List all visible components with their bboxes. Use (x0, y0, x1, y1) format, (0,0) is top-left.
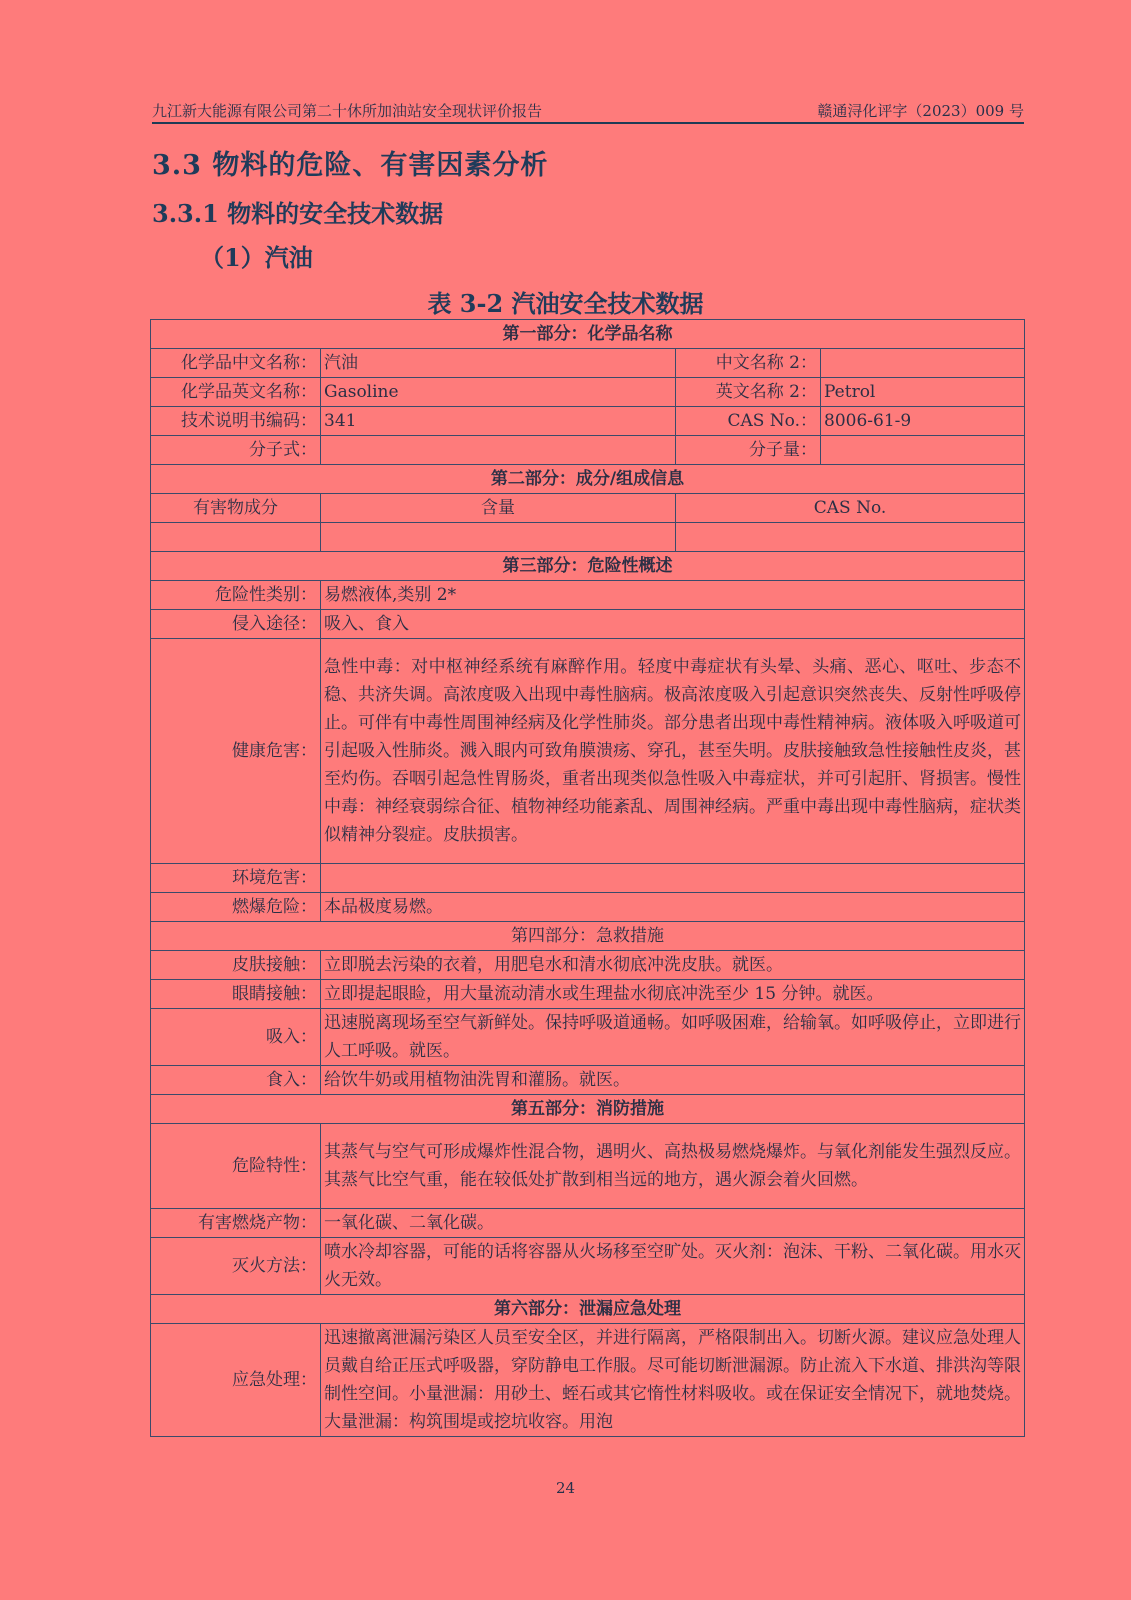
table-caption: 表 3-2 汽油安全技术数据 (427, 289, 704, 318)
part5-title: 第五部分：消防措施 (151, 1095, 1025, 1124)
table-row (151, 494, 1025, 523)
table-row (151, 980, 1025, 1009)
mw-value (821, 436, 1025, 465)
fire-value: 本品极度易燃。 (321, 893, 1025, 922)
method-label: 灭火方法： (151, 1238, 321, 1295)
table-row (151, 407, 1025, 436)
code-value: 341 (321, 407, 676, 436)
table-row (151, 951, 1025, 980)
table-row (151, 610, 1025, 639)
eye-label: 眼睛接触： (151, 980, 321, 1009)
content-cell (321, 523, 676, 552)
safety-data-table (150, 319, 1025, 1437)
health-value: 急性中毒：对中枢神经系统有麻醉作用。轻度中毒症状有头晕、头痛、恶心、呕吐、步态不稳、共济失调。高浓度吸入出现中毒性脑病。极高浓度吸入引起意识突然丧失、反射性呼吸停止。可伴有中毒性周围神经病及化学性肺炎。部分患者出现中毒性精神病。液体吸入呼吸道可引起吸入性肺炎。溅入眼内可致角膜溃疡、穿孔，甚至失明。皮肤接触致急性接触性皮炎，甚至灼伤。吞咽引起急性胃肠炎，重者出现类似急性吸入中毒症状，并可引起肝、肾损害。慢性中毒：神经衰弱综合征、植物神经功能紊乱、周围神经病。严重中毒出现中毒性脑病，症状类似精神分裂症。皮肤损害。 (321, 639, 1025, 864)
content-header: 含量 (321, 494, 676, 523)
table-row (151, 349, 1025, 378)
en-name2-label: 英文名称 2： (676, 378, 821, 407)
table-row (151, 864, 1025, 893)
table-row (151, 1066, 1025, 1095)
char-label: 危险特性： (151, 1124, 321, 1209)
skin-label: 皮肤接触： (151, 951, 321, 980)
en-name-value: Gasoline (321, 378, 676, 407)
env-label: 环境危害： (151, 864, 321, 893)
section-heading: 3.3 物料的危险、有害因素分析 (152, 150, 549, 181)
cas-header: CAS No. (676, 494, 1025, 523)
part6-title: 第六部分：泄漏应急处理 (151, 1295, 1025, 1324)
cn-name-label: 化学品中文名称： (151, 349, 321, 378)
products-label: 有害燃烧产物： (151, 1209, 321, 1238)
ingest-value: 给饮牛奶或用植物油洗胃和灌肠。就医。 (321, 1066, 1025, 1095)
inhal-label: 吸入： (151, 1009, 321, 1066)
emerg-label: 应急处理： (151, 1324, 321, 1437)
env-value (321, 864, 1025, 893)
cas-cell (676, 523, 1025, 552)
item-heading: （1）汽油 (200, 243, 313, 272)
table-row (151, 320, 1025, 349)
cn-name2-value (821, 349, 1025, 378)
en-name2-value: Petrol (821, 378, 1025, 407)
eye-value: 立即提起眼睑，用大量流动清水或生理盐水彻底冲洗至少 15 分钟。就医。 (321, 980, 1025, 1009)
skin-value: 立即脱去污染的衣着，用肥皂水和清水彻底冲洗皮肤。就医。 (321, 951, 1025, 980)
cn-name-value: 汽油 (321, 349, 676, 378)
hazard-class-value: 易燃液体,类别 2* (321, 581, 1025, 610)
table-row (151, 1295, 1025, 1324)
health-label: 健康危害： (151, 639, 321, 864)
cas-label: CAS No.： (676, 407, 821, 436)
table-row (151, 1009, 1025, 1066)
table-row (151, 1209, 1025, 1238)
header-report-number: 赣通浔化评字（2023）009 号 (817, 102, 1024, 120)
page-header (152, 100, 1024, 124)
table-row (151, 1324, 1025, 1437)
method-value: 喷水冷却容器，可能的话将容器从火场移至空旷处。灭火剂：泡沫、干粉、二氧化碳。用水灭火无效。 (321, 1238, 1025, 1295)
table-row (151, 465, 1025, 494)
table-row (151, 378, 1025, 407)
part2-title: 第二部分：成分/组成信息 (151, 465, 1025, 494)
part1-title: 第一部分：化学品名称 (151, 320, 1025, 349)
ingest-label: 食入： (151, 1066, 321, 1095)
inhal-value: 迅速脱离现场至空气新鲜处。保持呼吸道通畅。如呼吸困难，给输氧。如呼吸停止，立即进行人工呼吸。就医。 (321, 1009, 1025, 1066)
code-label: 技术说明书编码： (151, 407, 321, 436)
mw-label: 分子量： (676, 436, 821, 465)
table-row (151, 1095, 1025, 1124)
cas-value: 8006-61-9 (821, 407, 1025, 436)
cn-name2-label: 中文名称 2： (676, 349, 821, 378)
component-cell (151, 523, 321, 552)
table-row (151, 552, 1025, 581)
products-value: 一氧化碳、二氧化碳。 (321, 1209, 1025, 1238)
table-row (151, 436, 1025, 465)
char-value: 其蒸气与空气可形成爆炸性混合物，遇明火、高热极易燃烧爆炸。与氧化剂能发生强烈反应。其蒸气比空气重，能在较低处扩散到相当远的地方，遇火源会着火回燃。 (321, 1124, 1025, 1209)
table-row (151, 1124, 1025, 1209)
formula-value (321, 436, 676, 465)
header-report-title: 九江新大能源有限公司第二十休所加油站安全现状评价报告 (152, 102, 543, 120)
component-header: 有害物成分 (151, 494, 321, 523)
table-row (151, 893, 1025, 922)
fire-label: 燃爆危险： (151, 893, 321, 922)
route-label: 侵入途径： (151, 610, 321, 639)
table-row (151, 581, 1025, 610)
table-row (151, 1238, 1025, 1295)
emerg-value: 迅速撤离泄漏污染区人员至安全区，并进行隔离，严格限制出入。切断火源。建议应急处理人员戴自给正压式呼吸器，穿防静电工作服。尽可能切断泄漏源。防止流入下水道、排洪沟等限制性空间。小量泄漏：用砂土、蛭石或其它惰性材料吸收。或在保证安全情况下，就地焚烧。大量泄漏：构筑围堤或挖坑收容。用泡 (321, 1324, 1025, 1437)
part3-title: 第三部分：危险性概述 (151, 552, 1025, 581)
part4-title: 第四部分：急救措施 (151, 922, 1025, 951)
table-row (151, 639, 1025, 864)
page-number: 24 (555, 1479, 576, 1497)
en-name-label: 化学品英文名称： (151, 378, 321, 407)
table-row (151, 922, 1025, 951)
route-value: 吸入、食入 (321, 610, 1025, 639)
formula-label: 分子式： (151, 436, 321, 465)
subsection-heading: 3.3.1 物料的安全技术数据 (152, 199, 444, 228)
hazard-class-label: 危险性类别： (151, 581, 321, 610)
table-row (151, 523, 1025, 552)
